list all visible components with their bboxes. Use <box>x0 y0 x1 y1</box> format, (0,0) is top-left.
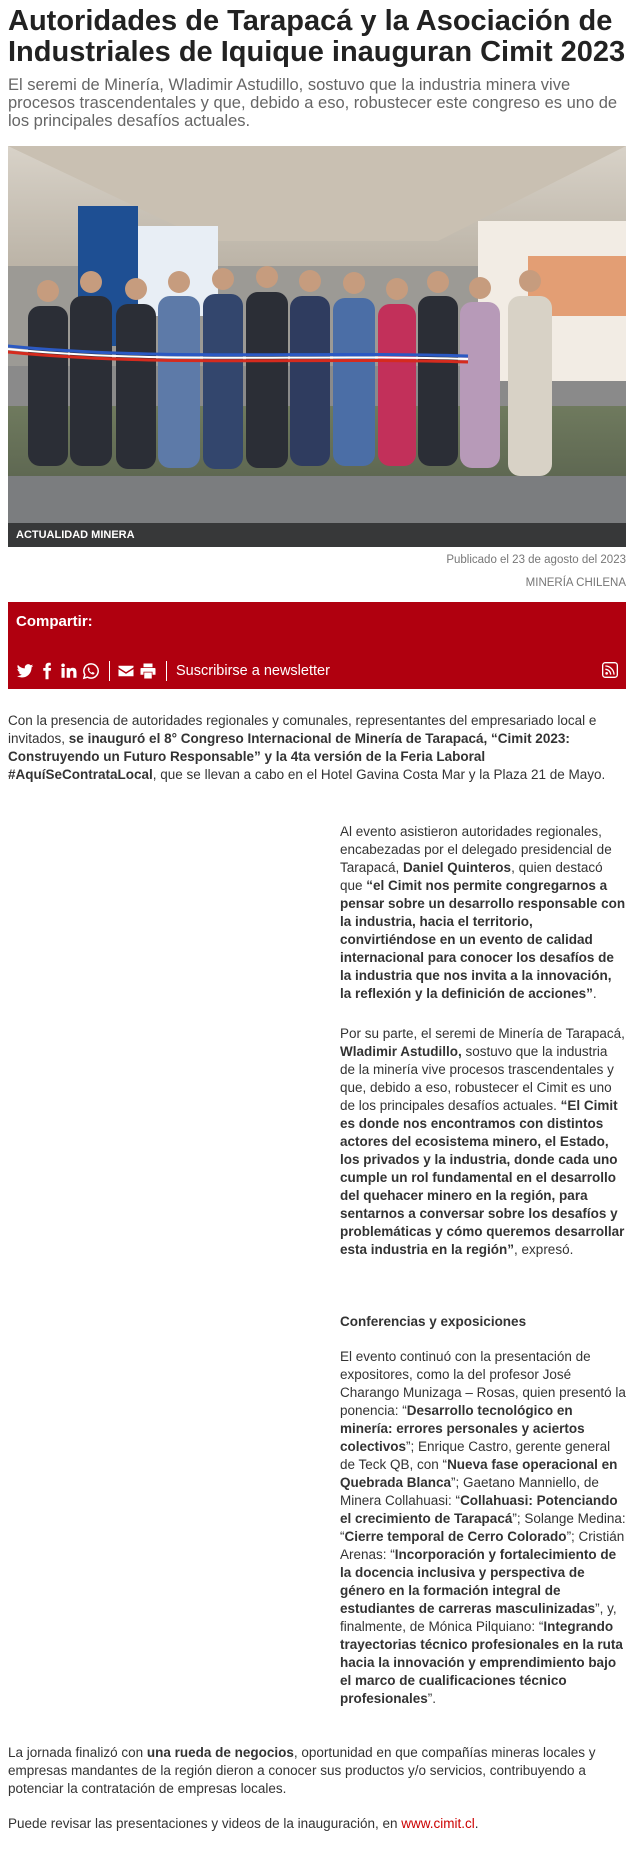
bold-run: “El Cimit es donde nos encontramos con distintos actores del ecosistema minero, el Estado, los privados y la industria, donde cada uno cumple un rol fundamental en el desarrollo del quehacer minero en la región, para sentarnos a conversar sobre los desafíos y problemáticas y cómo queremos desarrollar esta industria en la región” <box>340 1098 625 1257</box>
text-run: ”, y, finalmente, de Mónica Pilquiano: “ <box>340 1601 617 1634</box>
article-source: MINERÍA CHILENA <box>525 577 626 589</box>
article-paragraph <box>340 1025 626 1259</box>
text-run: ”; Enrique Castro, gerente general de Teck QB, con “ <box>340 1439 611 1472</box>
article-paragraph <box>8 1744 626 1798</box>
bold-run: Wladimir Astudillo, <box>340 1044 462 1059</box>
text-run: Con la presencia de autoridades regionales y comunales, representantes del empresariado local e invitados, <box>8 713 597 746</box>
article-title: Autoridades de Tarapacá y la Asociación de Industriales de Iquique inauguran Cimit 2023 <box>8 5 626 68</box>
text-run: , que se llevan a cabo en el Hotel Gavina Costa Mar y la Plaza 21 de Mayo. <box>152 767 606 782</box>
bold-run: Integrando trayectorias técnico profesionales en la ruta hacia la innovación y emprendimiento bajo el marco de cualificaciones técnico profesionales <box>340 1619 623 1706</box>
text-run: . <box>592 986 597 1001</box>
text-run: ”; Cristián Arenas: “ <box>340 1529 625 1562</box>
image-caption: ACTUALIDAD MINERA <box>8 523 626 547</box>
linkedin-icon[interactable] <box>60 662 78 680</box>
share-divider <box>109 661 110 681</box>
share-bar <box>8 602 626 689</box>
section-heading: Conferencias y exposiciones <box>340 1314 527 1329</box>
text-run: ”. <box>427 1691 437 1706</box>
facebook-icon[interactable] <box>38 662 56 680</box>
bold-run: Cierre temporal de Cerro Colorado <box>344 1529 567 1544</box>
whatsapp-icon[interactable] <box>82 662 100 680</box>
article-paragraph <box>8 1815 626 1833</box>
text-run: , oportunidad en que compañías mineras locales y empresas mandantes de la región dieron a conocer sus productos y/o servicios, contribuyendo a potenciar la contratación de empresas locales. <box>8 1745 596 1796</box>
bold-run: Desarrollo tecnológico en minería: errores personales y aciertos colectivos <box>340 1403 585 1454</box>
bold-run: Incorporación y fortalecimiento de la docencia inclusiva y perspectiva de género en la formación integral de estudiantes de carreras masculinizadas <box>340 1547 617 1616</box>
bold-run: Daniel Quinteros <box>403 860 512 875</box>
text-run: , expresó. <box>514 1242 574 1257</box>
print-icon[interactable] <box>139 662 157 680</box>
bold-run: Nueva fase operacional en Quebrada Blanca <box>340 1457 618 1490</box>
bold-run: una rueda de negocios <box>146 1745 294 1760</box>
newsletter-subscribe-link[interactable]: Suscribirse a newsletter <box>176 663 330 679</box>
share-divider <box>166 661 167 681</box>
twitter-icon[interactable] <box>16 662 34 680</box>
article-subtitle: El seremi de Minería, Wladimir Astudillo, sostuvo que la industria minera vive procesos trascendentales y que, debido a eso, robustecer este congreso es uno de los principales desafíos actuales. <box>8 76 618 130</box>
text-run: La jornada finalizó con <box>8 1745 147 1760</box>
text-run: , quien destacó que <box>340 860 603 893</box>
article-paragraph <box>8 712 626 784</box>
email-icon[interactable] <box>117 662 135 680</box>
publish-date: Publicado el 23 de agosto del 2023 <box>446 554 626 566</box>
text-run: Por su parte, el seremi de Minería de Tarapacá, <box>340 1026 625 1041</box>
article-hero-image <box>8 146 626 547</box>
ribbon-cutting-photo <box>8 146 626 547</box>
share-label: Compartir: <box>16 613 93 630</box>
text-run: Al evento asistieron autoridades regionales, encabezadas por el delegado presidencial de Tarapacá, <box>340 824 612 875</box>
bold-run: se inauguró el 8° Congreso Internacional de Minería de Tarapacá, “Cimit 2023: Construyendo un Futuro Responsable” y la 4ta versión de la Feria Laboral #AquíSeContrataLocal <box>8 731 570 782</box>
article-paragraph <box>340 1348 626 1708</box>
text-run: El evento continuó con la presentación de expositores, como la del profesor José Charango Munizaga – Rosas, quien presentó la ponencia: “ <box>340 1349 626 1418</box>
cimit-link[interactable]: www.cimit.cl <box>401 1816 475 1831</box>
text-run: . <box>474 1816 479 1831</box>
rss-icon[interactable] <box>602 662 618 678</box>
bold-run: Collahuasi: Potenciando el crecimiento de Tarapacá <box>340 1493 618 1526</box>
text-run: Puede revisar las presentaciones y videos de la inauguración, en <box>8 1816 402 1831</box>
article-paragraph <box>340 823 626 1003</box>
bold-run: “el Cimit nos permite congregarnos a pensar sobre un desarrollo responsable con la industria, hacia el territorio, convirtiéndose en un evento de calidad internacional para conocer los desafíos de la industria que nos invita a la innovación, la reflexión y la definición de acciones” <box>340 878 626 1001</box>
share-icons <box>16 660 330 682</box>
text-run: sostuvo que la industria de la minería vive procesos trascendentales y que, debido a eso, robustecer el Cimit es uno de los principales desafíos actuales. <box>340 1044 614 1113</box>
text-run: ”; Solange Medina: “ <box>340 1511 626 1544</box>
text-run: ”; Gaetano Manniello, de Minera Collahuasi: “ <box>340 1475 599 1508</box>
